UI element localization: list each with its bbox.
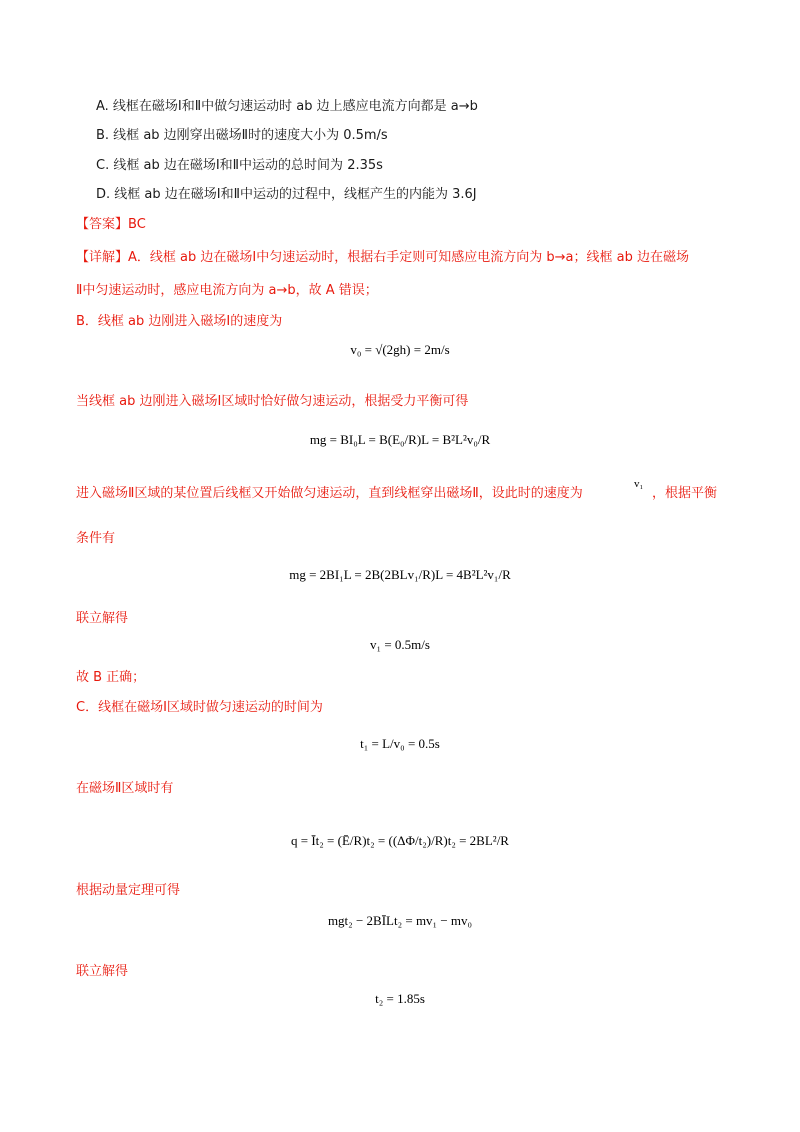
detail-b-text3-end xyxy=(652,485,717,503)
answer-value: BC xyxy=(128,217,146,232)
equation-momentum xyxy=(0,913,800,929)
equation-force2 xyxy=(0,567,800,583)
detail-c-text2: 在磁场Ⅱ区域时有 xyxy=(76,781,174,796)
equation-force2-text: mg = 2BI₁L = 2B(2BLv₁/R)L = 4B²L²v₁/R xyxy=(289,567,511,582)
detail-solve2: 联立解得 xyxy=(76,964,129,979)
option-a-text: A. 线框在磁场Ⅰ和Ⅱ中做匀速运动时 ab 边上感应电流方向都是 a→b xyxy=(96,99,478,114)
option-d xyxy=(96,186,477,204)
equation-t1-text: t₁ = L/v₀ = 0.5s xyxy=(360,736,440,751)
detail-b-text2: 当线框 ab 边刚进入磁场Ⅰ区域时恰好做匀速运动，根据受力平衡可得 xyxy=(76,394,469,409)
detail-a-line1 xyxy=(76,249,689,267)
equation-momentum-text: mgt₂ − 2BĪLt₂ = mv₁ − mv₀ xyxy=(327,913,473,928)
detail-b-text3-end-text: ，根据平衡 xyxy=(652,486,718,501)
equation-t1 xyxy=(0,736,800,752)
equation-force1-text: mg = BI₀L = B(E₀/R)L = B²L²v₀/R xyxy=(309,432,491,447)
option-b xyxy=(96,127,388,145)
detail-a-line2: Ⅱ中匀速运动时，感应电流方向为 a→b，故 A 错误； xyxy=(76,283,378,298)
equation-t2-text: t₂ = 1.85s xyxy=(375,991,425,1006)
equation-force1 xyxy=(0,432,800,448)
answer-label: 【答案】 xyxy=(76,217,129,232)
option-c-text: C. 线框 ab 边在磁场Ⅰ和Ⅱ中运动的总时间为 2.35s xyxy=(96,158,383,173)
symbol-v1-text: v₁ xyxy=(634,478,644,490)
detail-b-conclusion: 故 B 正确； xyxy=(76,670,146,685)
detail-b-text4: 条件有 xyxy=(76,531,116,546)
equation-v1 xyxy=(0,637,800,653)
detail-b-text3 xyxy=(76,485,583,503)
detail-label: 【详解】 xyxy=(76,250,129,265)
equation-v0-text: v₀ = √(2gh) = 2m/s xyxy=(350,342,450,357)
option-b-text: B. 线框 ab 边刚穿出磁场Ⅱ时的速度大小为 0.5m/s xyxy=(96,128,388,143)
option-d-text: D. 线框 ab 边在磁场Ⅰ和Ⅱ中运动的过程中，线框产生的内能为 3.6J xyxy=(96,187,477,202)
detail-c-text3: 根据动量定理可得 xyxy=(76,883,181,898)
equation-charge xyxy=(0,833,800,849)
detail-b-intro: B．线框 ab 边刚进入磁场Ⅰ的速度为 xyxy=(76,314,283,329)
equation-t2 xyxy=(0,991,800,1007)
equation-charge-text: q = Īt₂ = (Ē/R)t₂ = ((ΔΦ/t₂)/R)t₂ = 2BL²/R xyxy=(291,833,509,848)
option-c xyxy=(96,157,383,175)
symbol-v1 xyxy=(634,478,643,490)
detail-solve1: 联立解得 xyxy=(76,611,129,626)
detail-b-text3-main: 进入磁场Ⅱ区域的某位置后线框又开始做匀速运动，直到线框穿出磁场Ⅱ，设此时的速度为 xyxy=(76,486,583,501)
equation-v0 xyxy=(0,342,800,358)
equation-v1-text: v₁ = 0.5m/s xyxy=(370,637,430,652)
detail-a-text1: A．线框 ab 边在磁场Ⅰ中匀速运动时，根据右手定则可知感应电流方向为 b→a；线框 ab 边在磁场 xyxy=(128,250,689,265)
option-a xyxy=(96,98,478,116)
answer-line xyxy=(76,216,146,234)
detail-c-intro: C．线框在磁场Ⅰ区域时做匀速运动的时间为 xyxy=(76,700,323,715)
